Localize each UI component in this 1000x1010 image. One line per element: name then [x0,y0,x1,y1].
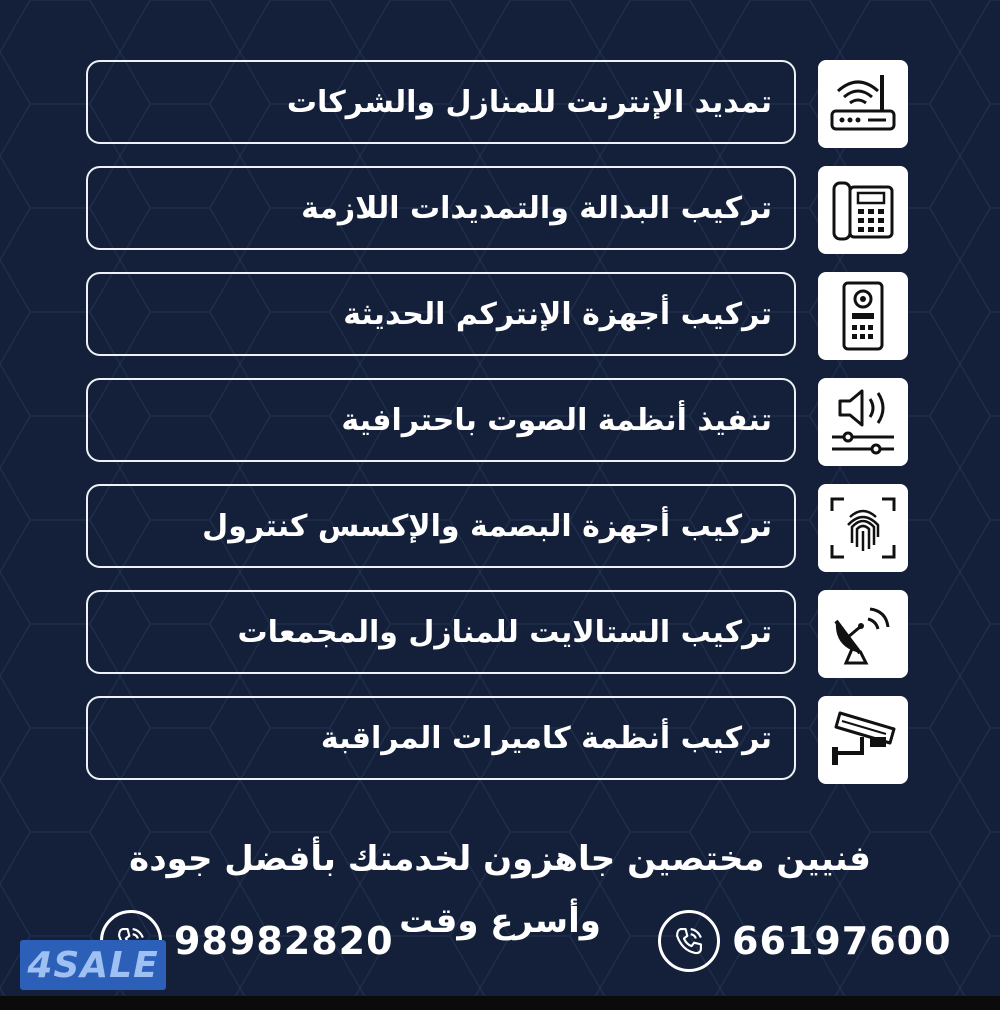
service-box [86,166,796,250]
4sale-logo: 4SALE [20,940,166,990]
service-box [86,272,796,356]
service-row-internet [86,60,908,148]
service-box [86,484,796,568]
service-label: تركيب أجهزة الإنتركم الحديثة [343,296,772,332]
phone-icon [658,910,720,972]
satellite-dish-icon [818,590,908,678]
speaker-equalizer-icon [818,378,908,466]
phone-number[interactable]: 98982820 [174,919,394,963]
router-icon [818,60,908,148]
service-label: تركيب الستالايت للمنازل والمجمعات [237,614,772,650]
intercom-icon [818,272,908,360]
fingerprint-icon [818,484,908,572]
service-box [86,590,796,674]
service-row-pbx [86,166,908,254]
service-box [86,696,796,780]
tagline-line-1: فنيين مختصين جاهزون لخدمتك بأفضل جودة [129,839,871,879]
service-label: تركيب أنظمة كاميرات المراقبة [320,720,772,756]
tagline-line-2: وأسرع وقت [399,901,601,941]
service-box [86,378,796,462]
service-label: تمديد الإنترنت للمنازل والشركات [286,84,772,120]
cctv-camera-icon [818,696,908,784]
service-row-intercom [86,272,908,360]
bottom-strip [0,996,1000,1010]
service-row-cctv [86,696,908,784]
service-row-fingerprint [86,484,908,572]
service-row-satellite [86,590,908,678]
desk-phone-icon [818,166,908,254]
service-row-sound [86,378,908,466]
contact-phone-2[interactable] [658,906,952,976]
service-label: تركيب البدالة والتمديدات اللازمة [301,190,772,226]
service-box [86,60,796,144]
phone-number[interactable]: 66197600 [732,919,952,963]
service-label: تركيب أجهزة البصمة والإكسس كنترول [202,508,772,544]
service-label: تنفيذ أنظمة الصوت باحترافية [341,402,772,438]
